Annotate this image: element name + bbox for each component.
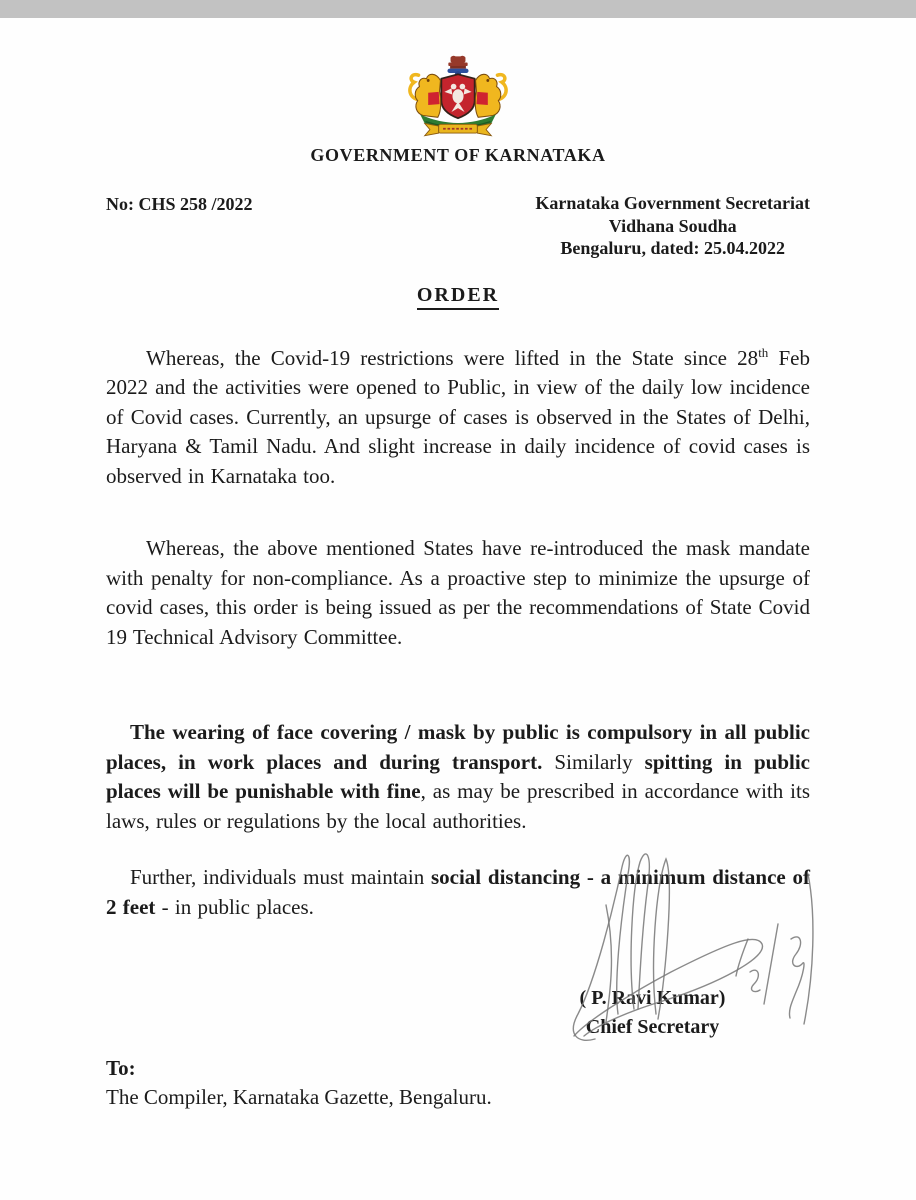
p4-text-continued: - in public places. [155,894,314,919]
signature-row [106,984,810,1042]
issuing-office-block [535,192,810,260]
order-reference-number: No: CHS 258 /2022 [106,194,253,214]
p3-bold-mask-rule: The wearing of face covering / mask by public is compulsory in all public places, in work places and during transport. [106,720,810,774]
emblem-container [106,18,810,142]
karnataka-state-emblem-icon [401,54,515,142]
paragraph-mask-order [106,718,810,836]
p3-bold-spitting-rule: spitting in public places will be punishable with fine [106,749,810,803]
paragraph-whereas-restrictions [106,344,810,492]
p1-superscript: th [758,344,769,360]
paragraph-social-distancing [106,863,810,922]
to-label: To: [106,1056,136,1080]
p1-text: Whereas, the Covid-19 restrictions were lifted in the State since 28 [146,345,759,370]
order-title: ORDER [417,284,499,310]
recipient-line: The Compiler, Karnataka Gazette, Bengaluru. [106,1085,492,1109]
top-gray-bar [0,0,916,18]
org-name-heading: GOVERNMENT OF KARNATAKA [310,145,606,165]
government-order-document [0,18,916,1112]
addressee-section [106,1054,810,1112]
office-line-secretariat: Karnataka Government Secretariat [535,193,810,213]
paragraph-whereas-mask-mandate: Whereas, the above mentioned States have re-introduced the mask mandate with penalty for non-compliance. As a proactive step to minimize the upsurge of covid cases, this order is being issued as per the recommendations of State Covid 19 Technical Advisory Committee. [106,536,810,649]
signatory-name: ( P. Ravi Kumar) [579,987,726,1009]
reference-row [106,192,810,260]
office-line-building: Vidhana Soudha [608,215,737,236]
order-title-row [106,284,810,310]
p4-text: Further, individuals must maintain [130,865,431,889]
signatory-block [545,984,760,1042]
p4-bold-distance-rule: social distancing - a minimum distance of 2 feet [106,865,810,919]
p1-text-continued: Feb 2022 and the activities were opened to Public, in view of the daily low incidence of Covid cases. Currently, an upsurge of cases is observed in the States of Delhi, Haryana & Tamil Nadu. And slight increase in daily incidence of covid cases is observed in Karnataka too. [106,345,811,488]
office-line-place-date: Bengaluru, dated: 25.04.2022 [560,238,785,258]
p3-text: Similarly [542,749,645,774]
signatory-designation: Chief Secretary [585,1016,720,1038]
p3-text-continued: , as may be prescribed in accordance with its laws, rules or regulations by the local authorities. [106,779,810,833]
